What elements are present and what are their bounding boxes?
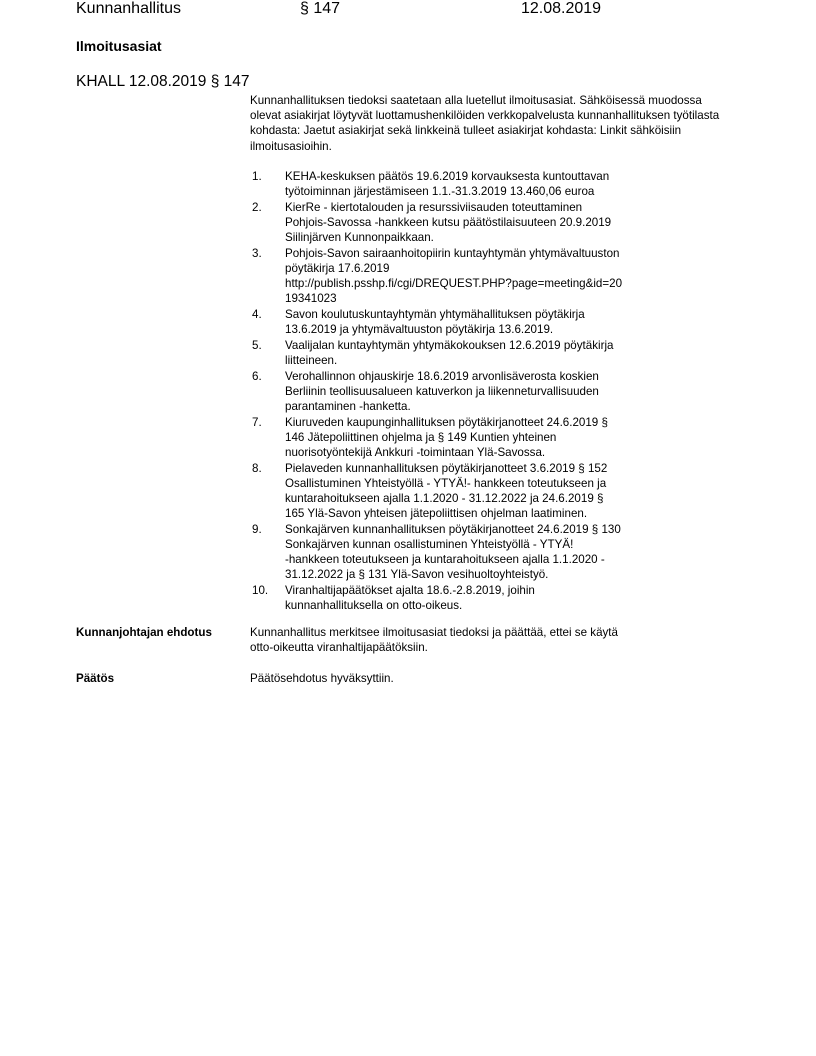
list-item-line: Berliinin teollisuusalueen katuverkon ja liikenneturvallisuuden	[285, 384, 599, 398]
list-item-text	[285, 415, 720, 461]
list-item-line: Pielaveden kunnanhallituksen pöytäkirjanotteet 3.6.2019 § 152	[285, 461, 608, 475]
list-item-text	[285, 461, 720, 522]
list-item-text	[285, 522, 720, 583]
list-item-number: 9.	[252, 522, 262, 536]
list-item-line: kunnanhallituksella on otto-oikeus.	[285, 599, 463, 613]
list-item-line: työtoiminnan järjestämiseen 1.1.-31.3.2019 13.460,06 euroa	[285, 185, 595, 199]
intro-paragraph	[250, 93, 720, 154]
list-item	[250, 246, 720, 307]
decision-label: Päätös	[76, 672, 115, 685]
list-item-text	[285, 583, 720, 613]
header-organ: Kunnanhallitus	[76, 0, 181, 17]
list-item-line: 19341023	[285, 292, 337, 306]
page-title: Ilmoitusasiat	[76, 38, 162, 54]
list-item-line: 31.12.2022 ja § 131 Ylä-Savon vesihuoltoyhteistyö.	[285, 568, 549, 582]
list-item-line: Verohallinnon ohjauskirje 18.6.2019 arvonlisäverosta koskien	[285, 369, 599, 383]
proposal-label: Kunnanjohtajan ehdotus	[76, 626, 212, 639]
list-item-line: liitteineen.	[285, 354, 338, 367]
list-item-line: parantaminen -hanketta.	[285, 400, 411, 413]
page-header	[0, 0, 816, 20]
list-item-text	[285, 200, 720, 246]
list-item-text	[285, 246, 720, 307]
list-item	[250, 169, 720, 199]
list-item-line: http://publish.psshp.fi/cgi/DREQUEST.PHP?page=meeting&id=20	[285, 277, 623, 291]
list-item-number: 6.	[252, 369, 262, 383]
header-meeting-date: 12.08.2019	[521, 0, 602, 17]
list-item	[250, 522, 720, 583]
list-item-number: 10.	[252, 584, 269, 597]
list-item-line: Vaalijalan kuntayhtymän yhtymäkokouksen 12.6.2019 pöytäkirja	[285, 338, 614, 352]
list-item-number: 2.	[252, 200, 262, 214]
list-item-number: 3.	[252, 246, 262, 260]
decision-text: Päätösehdotus hyväksyttiin.	[250, 672, 394, 685]
list-item	[250, 415, 720, 461]
list-item-line: 165 Ylä-Savon yhteisen jätepoliittisen ohjelman laatiminen.	[285, 507, 588, 521]
list-item-line: Kiuruveden kaupunginhallituksen pöytäkirjanotteet 24.6.2019 §	[285, 415, 608, 429]
list-item-number: 8.	[252, 461, 262, 475]
list-item-text	[285, 169, 720, 199]
list-item	[250, 369, 720, 415]
list-item-line: 13.6.2019 ja yhtymävaltuuston pöytäkirja 13.6.2019.	[285, 323, 554, 337]
list-item-line: -hankkeen toteutukseen ja kuntarahoitukseen ajalla 1.1.2020 -	[285, 553, 605, 567]
notice-list	[250, 169, 720, 614]
list-item-line: nuorisotyöntekijä Ankkuri -toimintaan Ylä-Savossa.	[285, 446, 546, 459]
list-item	[250, 461, 720, 522]
list-item-text	[285, 338, 720, 368]
list-item-line: Savon koulutuskuntayhtymän yhtymähallituksen pöytäkirja	[285, 308, 585, 321]
list-item-number: 7.	[252, 415, 262, 429]
list-item	[250, 200, 720, 246]
list-item-number: 4.	[252, 308, 262, 321]
list-item	[250, 338, 720, 368]
list-item	[250, 307, 720, 337]
list-item-line: Pohjois-Savossa -hankkeen kutsu päätöstilaisuuteen 20.9.2019	[285, 216, 612, 229]
list-item-line: Viranhaltijapäätökset ajalta 18.6.-2.8.2019, joihin	[285, 584, 535, 597]
list-item-number: 1.	[252, 170, 262, 183]
intro-text: Kunnanhallituksen tiedoksi saatetaan alla luetellut ilmoitusasiat. Sähköisessä muodossa olevat asiakirjat löytyvät luottamushenkilöiden verkkopalvelusta kunnanhallituksen työtilasta kohdasta: Jaetut asiakirjat sekä linkkeinä tulleet asiakirjat kohdasta: Linkit sähköisiin ilmoitusasioihin.	[250, 94, 720, 153]
list-item-line: Siilinjärven Kunnonpaikkaan.	[285, 231, 434, 245]
list-item-line: Sonkajärven kunnan osallistuminen Yhteistyöllä - YTYÄ!	[285, 538, 574, 551]
proposal-line: Kunnanhallitus merkitsee ilmoitusasiat tiedoksi ja päättää, ettei se käytä	[250, 626, 618, 639]
list-item	[250, 583, 720, 613]
list-item-text	[285, 307, 720, 337]
list-item-line: KEHA-keskuksen päätös 19.6.2019 korvauksesta kuntouttavan	[285, 170, 610, 183]
proposal-line: otto-oikeutta viranhaltijapäätöksiin.	[250, 641, 428, 655]
list-item-line: KierRe - kiertotalouden ja resurssiviisauden toteuttaminen	[285, 200, 583, 214]
list-item-text	[285, 369, 720, 415]
list-item-line: Pohjois-Savon sairaanhoitopiirin kuntayhtymän yhtymävaltuuston	[285, 246, 620, 260]
list-item-line: pöytäkirja 17.6.2019	[285, 262, 390, 275]
header-section-number: § 147	[300, 0, 341, 17]
list-item-line: 146 Jätepoliittinen ohjelma ja § 149 Kuntien yhteinen	[285, 430, 557, 444]
list-item-line: Osallistuminen Yhteistyöllä - YTYÄ!- hankkeen toteutukseen ja	[285, 476, 607, 490]
proposal-text	[250, 625, 720, 655]
list-item-line: kuntarahoitukseen ajalla 1.1.2020 - 31.12.2022 ja 24.6.2019 §	[285, 492, 604, 505]
meeting-reference: KHALL 12.08.2019 § 147	[76, 73, 250, 90]
list-item-number: 5.	[252, 338, 262, 352]
list-item-line: Sonkajärven kunnanhallituksen pöytäkirjanotteet 24.6.2019 § 130	[285, 522, 621, 536]
